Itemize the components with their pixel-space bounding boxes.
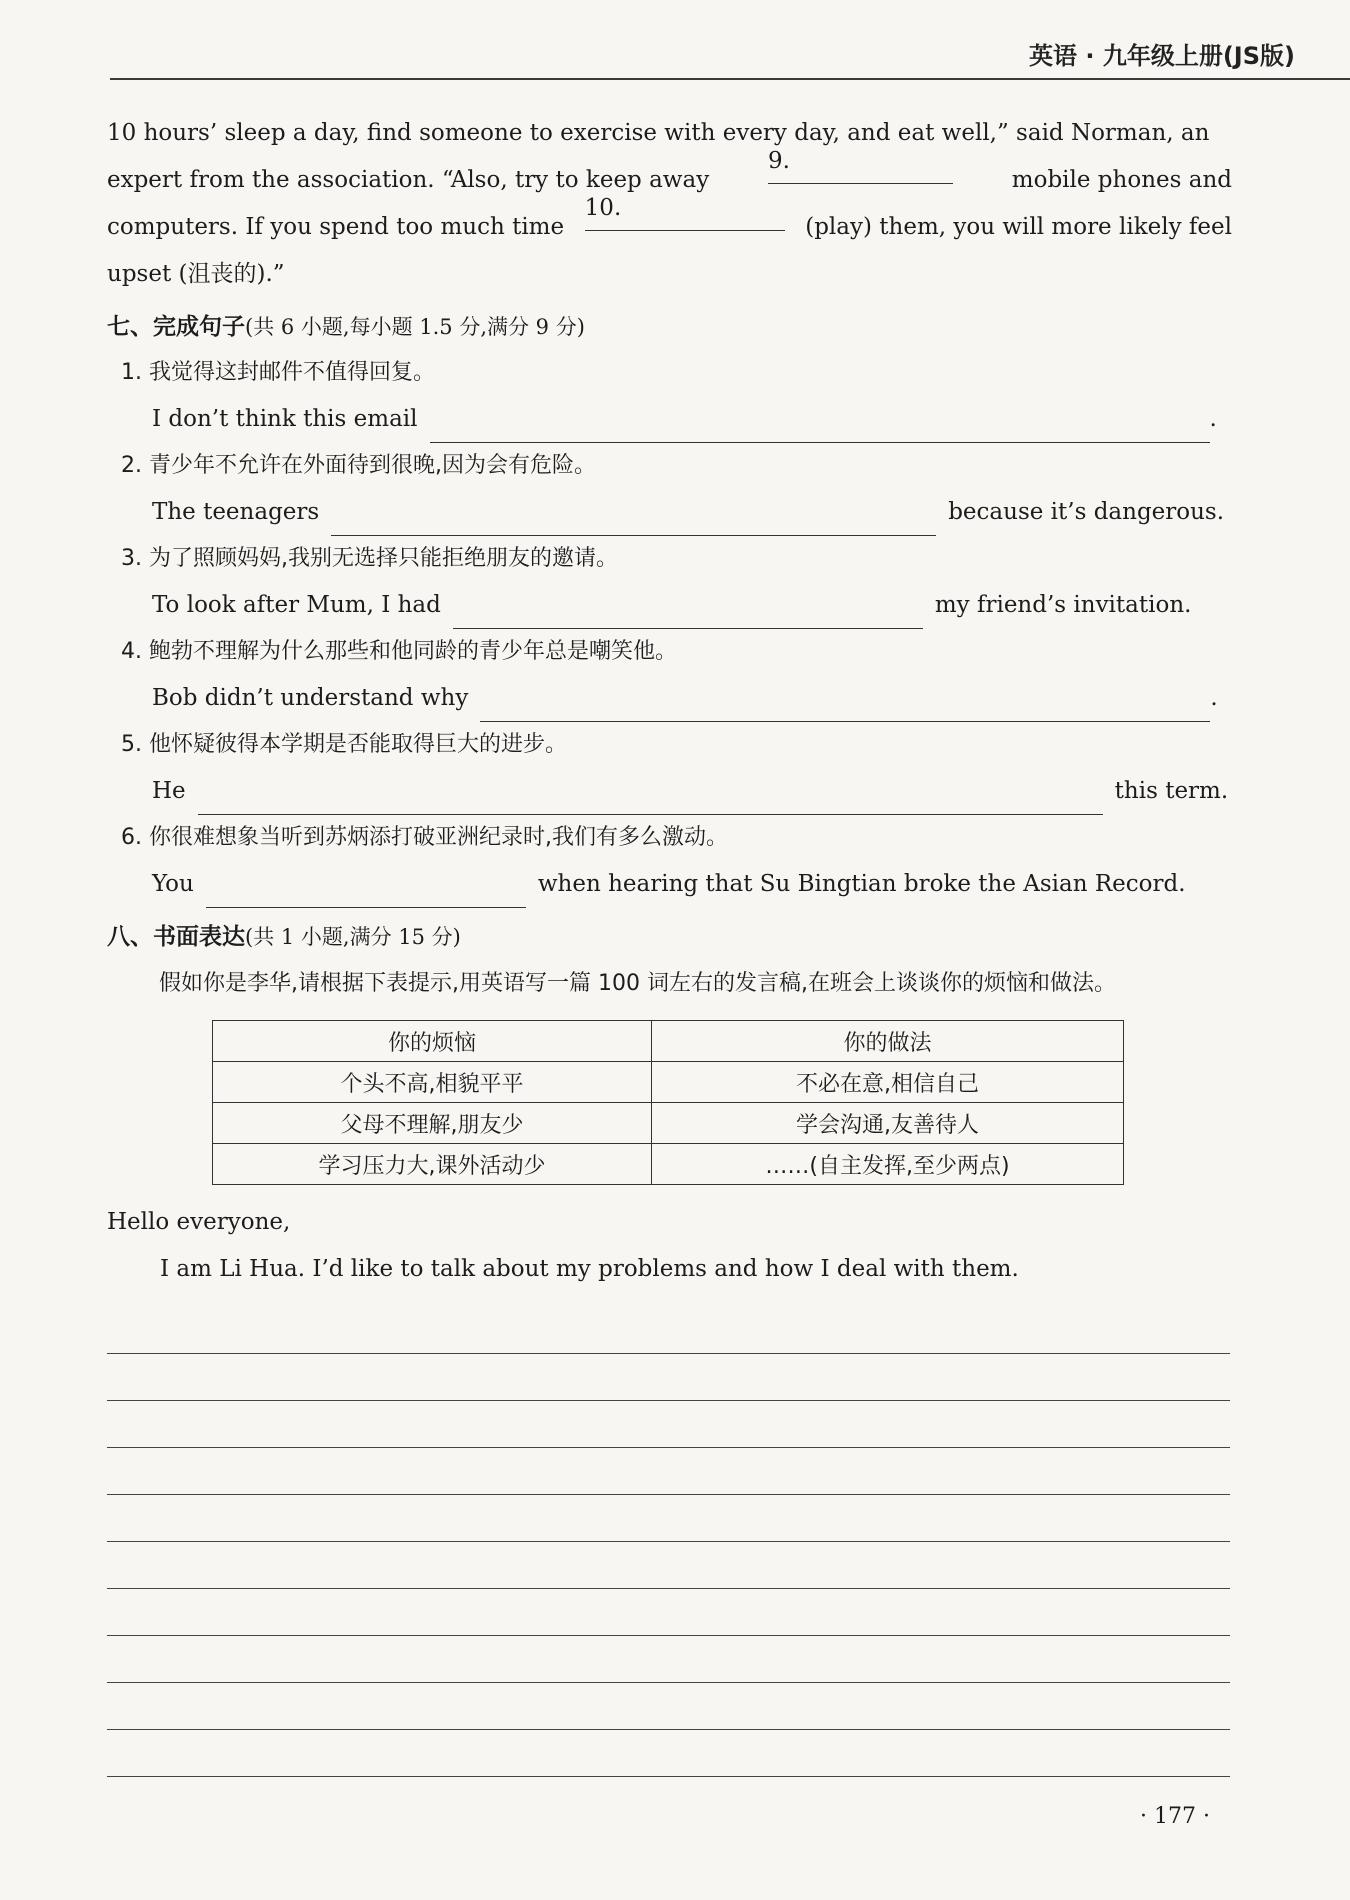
- question-5: [107, 722, 1232, 815]
- writing-line[interactable]: [107, 1683, 1230, 1730]
- answer-row: Bob didn’t understand why .: [107, 675, 1232, 722]
- question-prompt: 6. 你很难想象当听到苏炳添打破亚洲纪录时,我们有多么激动。: [121, 825, 728, 850]
- greeting: Hello everyone,: [107, 1209, 291, 1235]
- passage-line: expert from the association. “Also, try to keep away 9. mobile phones and: [107, 148, 1232, 193]
- header-rule: [110, 78, 1350, 80]
- table-row: [213, 1062, 1124, 1103]
- answer-blank[interactable]: [453, 598, 923, 629]
- question-4: [107, 629, 1232, 722]
- table-header-row: [213, 1021, 1124, 1062]
- passage-line: 10 hours’ sleep a day, find someone to exercise with every day, and eat well,” said Norman, an: [107, 120, 1210, 146]
- writing-line[interactable]: [107, 1354, 1230, 1401]
- writing-line[interactable]: [107, 1589, 1230, 1636]
- question-prompt: 4. 鲍勃不理解为什么那些和他同龄的青少年总是嘲笑他。: [121, 639, 677, 664]
- opening-sentence: I am Li Hua. I’d like to talk about my problems and how I deal with them.: [160, 1256, 1019, 1282]
- blank-9[interactable]: 9.: [768, 157, 953, 184]
- writing-line[interactable]: [107, 1401, 1230, 1448]
- table-row: [213, 1103, 1124, 1144]
- answer-row: To look after Mum, I had my friend’s invitation.: [107, 582, 1232, 629]
- question-prompt: 3. 为了照顾妈妈,我别无选择只能拒绝朋友的邀请。: [121, 546, 618, 571]
- question-1: [107, 350, 1232, 443]
- question-6: [107, 815, 1232, 908]
- passage-continuation: [107, 110, 1232, 298]
- answer-row: I don’t think this email .: [107, 396, 1232, 443]
- answer-blank[interactable]: [206, 877, 526, 908]
- table-header-cell: 你的做法: [651, 1021, 1123, 1062]
- table-cell: ……(自主发挥,至少两点): [651, 1144, 1123, 1185]
- prompt-table: [212, 1020, 1124, 1185]
- answer-row: You when hearing that Su Bingtian broke the Asian Record.: [107, 861, 1232, 908]
- answer-row: The teenagers because it’s dangerous.: [107, 489, 1232, 536]
- question-prompt: 5. 他怀疑彼得本学期是否能取得巨大的进步。: [121, 732, 567, 757]
- table-row: [213, 1144, 1124, 1185]
- table-cell: 个头不高,相貌平平: [213, 1062, 652, 1103]
- answer-blank[interactable]: [430, 412, 1210, 443]
- book-title: 英语 · 九年级上册(JS版): [1029, 42, 1295, 70]
- writing-line[interactable]: [107, 1636, 1230, 1683]
- question-prompt: 2. 青少年不允许在外面待到很晚,因为会有危险。: [121, 453, 596, 478]
- answer-row: He this term.: [107, 768, 1232, 815]
- writing-line[interactable]: [107, 1495, 1230, 1542]
- answer-blank[interactable]: [198, 784, 1103, 815]
- question-2: [107, 443, 1232, 536]
- table-cell: 父母不理解,朋友少: [213, 1103, 652, 1144]
- writing-area[interactable]: [107, 1307, 1232, 1777]
- section-7-heading: 七、完成句子(共 6 小题,每小题 1.5 分,满分 9 分): [107, 314, 585, 340]
- writing-line[interactable]: [107, 1542, 1230, 1589]
- question-prompt: 1. 我觉得这封邮件不值得回复。: [121, 360, 435, 385]
- answer-blank[interactable]: [331, 505, 936, 536]
- blank-10[interactable]: 10.: [585, 204, 785, 231]
- table-header-cell: 你的烦恼: [213, 1021, 652, 1062]
- page-header: [0, 0, 1350, 82]
- page-content: [107, 110, 1232, 1777]
- question-3: [107, 536, 1232, 629]
- passage-line: upset (沮丧的).”: [107, 261, 285, 287]
- section-8-heading: 八、书面表达(共 1 小题,满分 15 分): [107, 924, 461, 950]
- writing-task-instructions: 假如你是李华,请根据下表提示,用英语写一篇 100 词左右的发言稿,在班会上谈谈你的烦恼和做法。: [159, 971, 1116, 996]
- table-cell: 学习压力大,课外活动少: [213, 1144, 652, 1185]
- table-cell: 学会沟通,友善待人: [651, 1103, 1123, 1144]
- answer-blank[interactable]: [480, 691, 1210, 722]
- writing-line[interactable]: [107, 1448, 1230, 1495]
- writing-line[interactable]: [107, 1307, 1230, 1354]
- writing-line[interactable]: [107, 1730, 1230, 1777]
- table-cell: 不必在意,相信自己: [651, 1062, 1123, 1103]
- page-number: · 177 ·: [1140, 1804, 1210, 1829]
- passage-line: computers. If you spend too much time 10. (play) them, you will more likely feel: [107, 195, 1232, 240]
